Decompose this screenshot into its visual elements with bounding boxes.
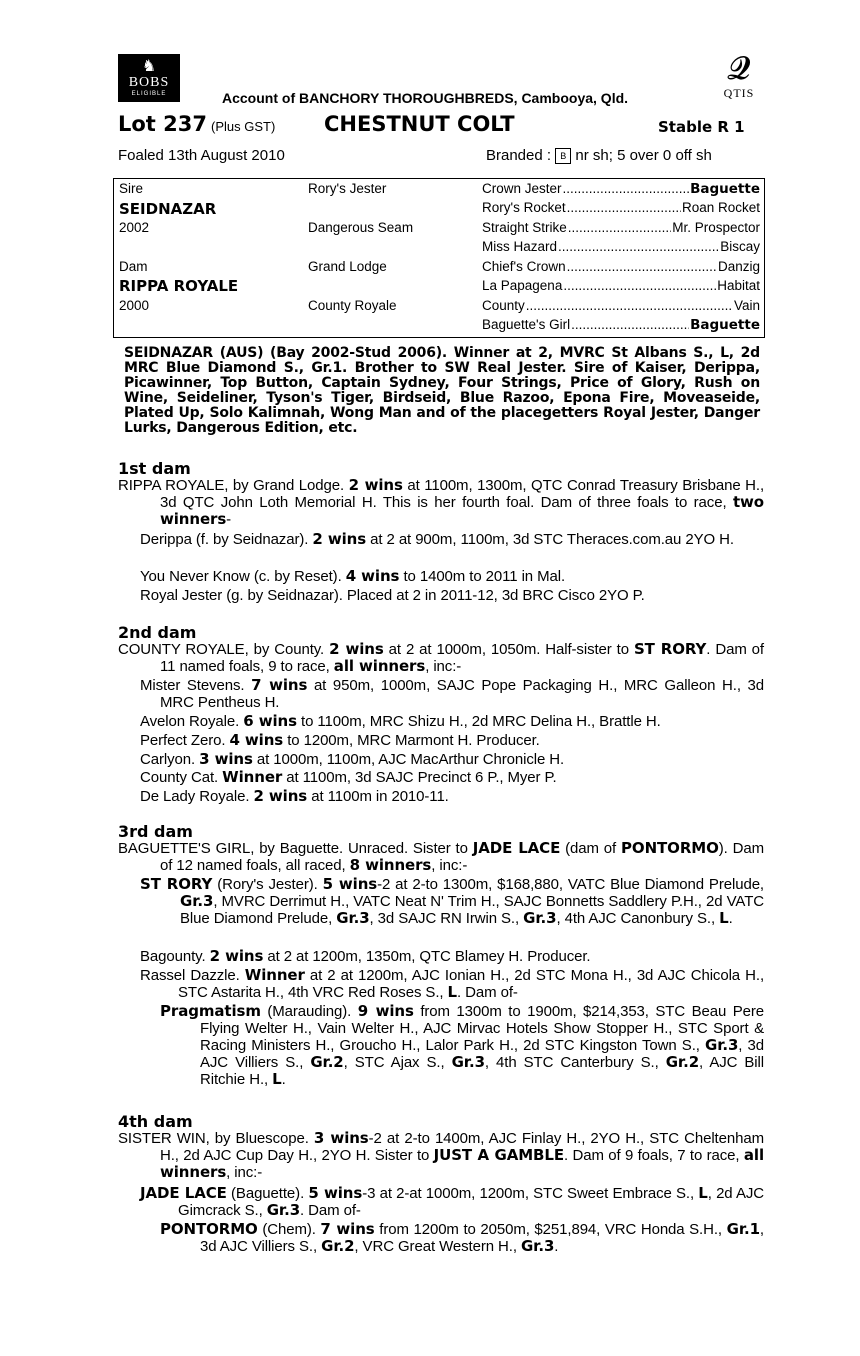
bold-highlight: 7 wins bbox=[251, 676, 308, 694]
bold-highlight: L bbox=[447, 983, 457, 1001]
pedigree-row bbox=[482, 239, 760, 254]
bold-highlight: 9 wins bbox=[357, 1002, 414, 1020]
branded-label: Branded : bbox=[486, 147, 552, 164]
dam-year: 2000 bbox=[119, 298, 150, 313]
bold-highlight: L bbox=[698, 1184, 708, 1202]
second-dam-offspring: Perfect Zero. 4 wins to 1200m, MRC Marmont H. Producer. bbox=[140, 731, 540, 749]
bold-highlight: JUST A GAMBLE bbox=[433, 1146, 564, 1164]
pedigree-row bbox=[482, 220, 760, 235]
bold-highlight: 3 wins bbox=[313, 1129, 369, 1147]
lot-number bbox=[118, 112, 275, 136]
dam-dam: County Royale bbox=[308, 298, 397, 313]
bold-highlight: 6 wins bbox=[243, 712, 297, 730]
pedigree-row bbox=[482, 200, 760, 215]
pedigree-row bbox=[482, 259, 760, 274]
bold-highlight: 2 wins bbox=[329, 640, 384, 658]
bold-highlight: 5 wins bbox=[308, 1184, 363, 1202]
qtis-logo-text: QTIS bbox=[723, 86, 755, 100]
bold-highlight: Gr.3 bbox=[336, 909, 370, 927]
gst-note: (Plus GST) bbox=[211, 119, 276, 134]
bold-highlight: Winner bbox=[244, 966, 305, 984]
bold-highlight: Gr.3 bbox=[180, 892, 214, 910]
third-dam-offspring: Bagounty. 2 wins at 2 at 1200m, 1350m, QTC Blamey H. Producer. bbox=[140, 947, 591, 965]
bold-highlight: two winners bbox=[160, 493, 764, 528]
third-dam-offspring: Rassel Dazzle. Winner at 2 at 1200m, AJC Ionian H., 2d STC Mona H., 3d AJC Chicola H., STC Astarita H., 4th VRC Red Roses S., L. Dam of- bbox=[140, 966, 765, 1001]
ancestor-sire: Baguette bbox=[690, 181, 760, 197]
bold-highlight: Gr.3 bbox=[704, 1036, 739, 1054]
bold-highlight: PONTORMO bbox=[160, 1220, 258, 1238]
bold-highlight: Gr.2 bbox=[321, 1237, 355, 1255]
brand-mark-icon: B bbox=[555, 148, 571, 164]
brand-info bbox=[486, 147, 712, 164]
first-dam-heading: 1st dam bbox=[118, 459, 191, 478]
fourth-dam-paragraph: SISTER WIN, by Bluescope. 3 wins-2 at 2-to 1400m, AJC Finlay H., 2YO H., STC Cheltenham H., 2d AJC Cup Day H., 2YO H. Sister to JUST A GAMBLE. Dam of 9 foals, 7 to race, all winners, inc:- bbox=[118, 1129, 765, 1181]
bold-highlight: 4 wins bbox=[229, 731, 284, 749]
bold-highlight: JADE LACE bbox=[472, 839, 561, 857]
bold-highlight: 5 wins bbox=[322, 875, 378, 893]
ancestor-name: Straight Strike bbox=[482, 220, 567, 235]
second-dam-offspring: Avelon Royale. 6 wins to 1100m, MRC Shizu H., 2d MRC Delina H., Brattle H. bbox=[140, 712, 661, 730]
pedigree-row bbox=[482, 181, 760, 197]
ancestor-name: Crown Jester bbox=[482, 181, 562, 196]
pedigree-row bbox=[482, 317, 760, 333]
ancestor-sire: Habitat bbox=[717, 278, 760, 293]
bobs-logo-subtext: ELIGIBLE bbox=[131, 91, 167, 97]
bold-highlight: 3 wins bbox=[199, 750, 253, 768]
ancestor-name: County bbox=[482, 298, 525, 313]
third-dam-grand-offspring: Pragmatism (Marauding). 9 wins from 1300m to 1900m, $214,353, STC Beau Pere Flying Welter H., Vain Welter H., AJC Mirvac Hotels Show Stopper H., STC Sport & Racing Ministers H., Groucho H., Lalor Park H., 2d STC Kingston Town S., Gr.3, 3d AJC Villiers S., Gr.2, STC Ajax S., Gr.3, 4th STC Canterbury S., Gr.2, AJC Bill Ritchie H., L. bbox=[160, 1002, 765, 1088]
sire-label: Sire bbox=[119, 181, 144, 196]
ancestor-sire: Mr. Prospector bbox=[672, 220, 760, 235]
dam-label: Dam bbox=[119, 259, 148, 274]
bold-highlight: Gr.3 bbox=[266, 1201, 301, 1219]
dam-name: RIPPA ROYALE bbox=[119, 277, 239, 295]
foaled-date: Foaled 13th August 2010 bbox=[118, 147, 285, 164]
bold-highlight: 4 wins bbox=[345, 567, 400, 585]
bold-highlight: all winners bbox=[160, 1146, 765, 1181]
ancestor-name: Rory's Rocket bbox=[482, 200, 566, 215]
bold-highlight: 7 wins bbox=[320, 1220, 375, 1238]
bold-highlight: 8 winners bbox=[349, 856, 432, 874]
bold-highlight: Gr.3 bbox=[520, 1237, 555, 1255]
third-dam-paragraph: BAGUETTE'S GIRL, by Baguette. Unraced. Sister to JADE LACE (dam of PONTORMO). Dam of 12 named foals, all raced, 8 winners, inc:- bbox=[118, 839, 764, 874]
bold-highlight: 2 wins bbox=[348, 476, 403, 494]
third-dam-offspring: ST RORY (Rory's Jester). 5 wins-2 at 2-to 1300m, $168,880, VATC Blue Diamond Prelude, Gr.3, MVRC Derrimut H., VATC Neat N' Trim H., SAJC Bonnetts Saddlery P.H., 2d VATC Blue Diamond Prelude, Gr.3, 3d SAJC RN Irwin S., Gr.3, 4th AJC Canonbury S., L. bbox=[140, 875, 764, 927]
stable-number: Stable R 1 bbox=[658, 118, 745, 136]
sire-name: SEIDNAZAR bbox=[119, 200, 217, 218]
first-dam-offspring: You Never Know (c. by Reset). 4 wins to 1400m to 2011 in Mal. bbox=[140, 567, 566, 585]
fourth-dam-heading: 4th dam bbox=[118, 1112, 193, 1131]
ancestor-sire: Danzig bbox=[717, 259, 760, 274]
second-dam-offspring: De Lady Royale. 2 wins at 1100m in 2010-11. bbox=[140, 787, 449, 805]
ancestor-sire: Baguette bbox=[690, 317, 760, 333]
sire-sire: Rory's Jester bbox=[308, 181, 387, 196]
sire-summary: SEIDNAZAR (AUS) (Bay 2002-Stud 2006). Winner at 2, MVRC St Albans S., L, 2d MRC Blue Diamond S., Gr.1. Brother to SW Real Jester. Sire of Kaiser, Derippa, Picawinner, Top Button, Captain Sydney, Four Strings, Price of Glory, Rush on Wine, Seideliner, Tyson's Tiger, Birdseid, Blue Razoo, Epona Fire, Moveaseide, Plated Up, Solo Kalimnah, Wong Man and of the placegetters Royal Jester, Danger Lurks, Dangerous Edition, etc. bbox=[124, 345, 760, 436]
second-dam-offspring: Mister Stevens. 7 wins at 950m, 1000m, SAJC Pope Packaging H., MRC Galleon H., 3d MRC Pentheus H. bbox=[140, 676, 765, 711]
vendor-account: Account of BANCHORY THOROUGHBREDS, Cambooya, Qld. bbox=[222, 90, 629, 106]
second-dam-offspring: Carlyon. 3 wins at 1000m, 1100m, AJC MacArthur Chronicle H. bbox=[140, 750, 565, 768]
bobs-eligible-logo bbox=[118, 54, 180, 102]
third-dam-heading: 3rd dam bbox=[118, 822, 193, 841]
bold-highlight: PONTORMO bbox=[621, 839, 719, 857]
pedigree-row bbox=[482, 278, 760, 293]
second-dam-heading: 2nd dam bbox=[118, 623, 197, 642]
second-dam-paragraph: COUNTY ROYALE, by County. 2 wins at 2 at 1000m, 1050m. Half-sister to ST RORY. Dam of 11 named foals, 9 to race, all winners, inc:- bbox=[118, 640, 764, 675]
bold-highlight: L bbox=[272, 1070, 282, 1088]
pedigree-row bbox=[482, 298, 760, 313]
first-dam-paragraph: RIPPA ROYALE, by Grand Lodge. 2 wins at 1100m, 1300m, QTC Conrad Treasury Brisbane H., 3d QTC John Loth Memorial H. This is her fourth foal. Dam of three foals to race, two winners- bbox=[118, 476, 765, 528]
bold-highlight: L bbox=[719, 909, 729, 927]
bold-highlight: all winners bbox=[333, 657, 426, 675]
bold-highlight: 2 wins bbox=[209, 947, 264, 965]
bold-highlight: Pragmatism bbox=[160, 1002, 261, 1020]
dam-sire: Grand Lodge bbox=[308, 259, 387, 274]
second-dam-offspring: County Cat. Winner at 1100m, 3d SAJC Precinct 6 P., Myer P. bbox=[140, 768, 557, 786]
bold-highlight: JADE LACE bbox=[140, 1184, 227, 1202]
horse-icon: ♞ bbox=[141, 58, 157, 75]
bobs-logo-text: BOBS bbox=[128, 75, 170, 90]
sire-dam: Dangerous Seam bbox=[308, 220, 414, 235]
ancestor-sire: Roan Rocket bbox=[681, 200, 760, 215]
bold-highlight: Gr.2 bbox=[310, 1053, 344, 1071]
first-dam-offspring: Derippa (f. by Seidnazar). 2 wins at 2 at 900m, 1100m, 3d STC Theraces.com.au 2YO H. bbox=[140, 530, 734, 548]
qtis-logo bbox=[712, 50, 766, 101]
ancestor-sire: Vain bbox=[733, 298, 760, 313]
brand-details: nr sh; 5 over 0 off sh bbox=[575, 147, 712, 164]
bold-highlight: Gr.1 bbox=[726, 1220, 760, 1238]
sire-year: 2002 bbox=[119, 220, 150, 235]
pedigree-table bbox=[113, 178, 765, 338]
ancestor-sire: Biscay bbox=[720, 239, 760, 254]
ancestor-name: Miss Hazard bbox=[482, 239, 558, 254]
lot-label: Lot 237 bbox=[118, 112, 207, 136]
bold-highlight: Gr.2 bbox=[665, 1053, 700, 1071]
bold-highlight: 2 wins bbox=[253, 787, 308, 805]
ancestor-name: La Papagena bbox=[482, 278, 563, 293]
ancestor-name: Baguette's Girl bbox=[482, 317, 571, 332]
fourth-dam-grand-offspring: PONTORMO (Chem). 7 wins from 1200m to 2050m, $251,894, VRC Honda S.H., Gr.1, 3d AJC Villiers S., Gr.2, VRC Great Western H., Gr.3. bbox=[160, 1220, 764, 1255]
bold-highlight: Gr.3 bbox=[451, 1053, 485, 1071]
bold-highlight: Winner bbox=[222, 768, 283, 786]
bold-highlight: 2 wins bbox=[312, 530, 367, 548]
lot-description: CHESTNUT COLT bbox=[324, 112, 515, 136]
bold-highlight: ST RORY bbox=[140, 875, 213, 893]
first-dam-offspring: Royal Jester (g. by Seidnazar). Placed at 2 in 2011-12, 3d BRC Cisco 2YO P. bbox=[140, 587, 645, 604]
bold-highlight: Gr.3 bbox=[523, 909, 557, 927]
bold-highlight: ST RORY bbox=[633, 640, 707, 658]
qtis-mark-icon: 𝓠 bbox=[727, 49, 751, 87]
ancestor-name: Chief's Crown bbox=[482, 259, 566, 274]
fourth-dam-offspring: JADE LACE (Baguette). 5 wins-3 at 2-at 1000m, 1200m, STC Sweet Embrace S., L, 2d AJC Gimcrack S., Gr.3. Dam of- bbox=[140, 1184, 764, 1219]
